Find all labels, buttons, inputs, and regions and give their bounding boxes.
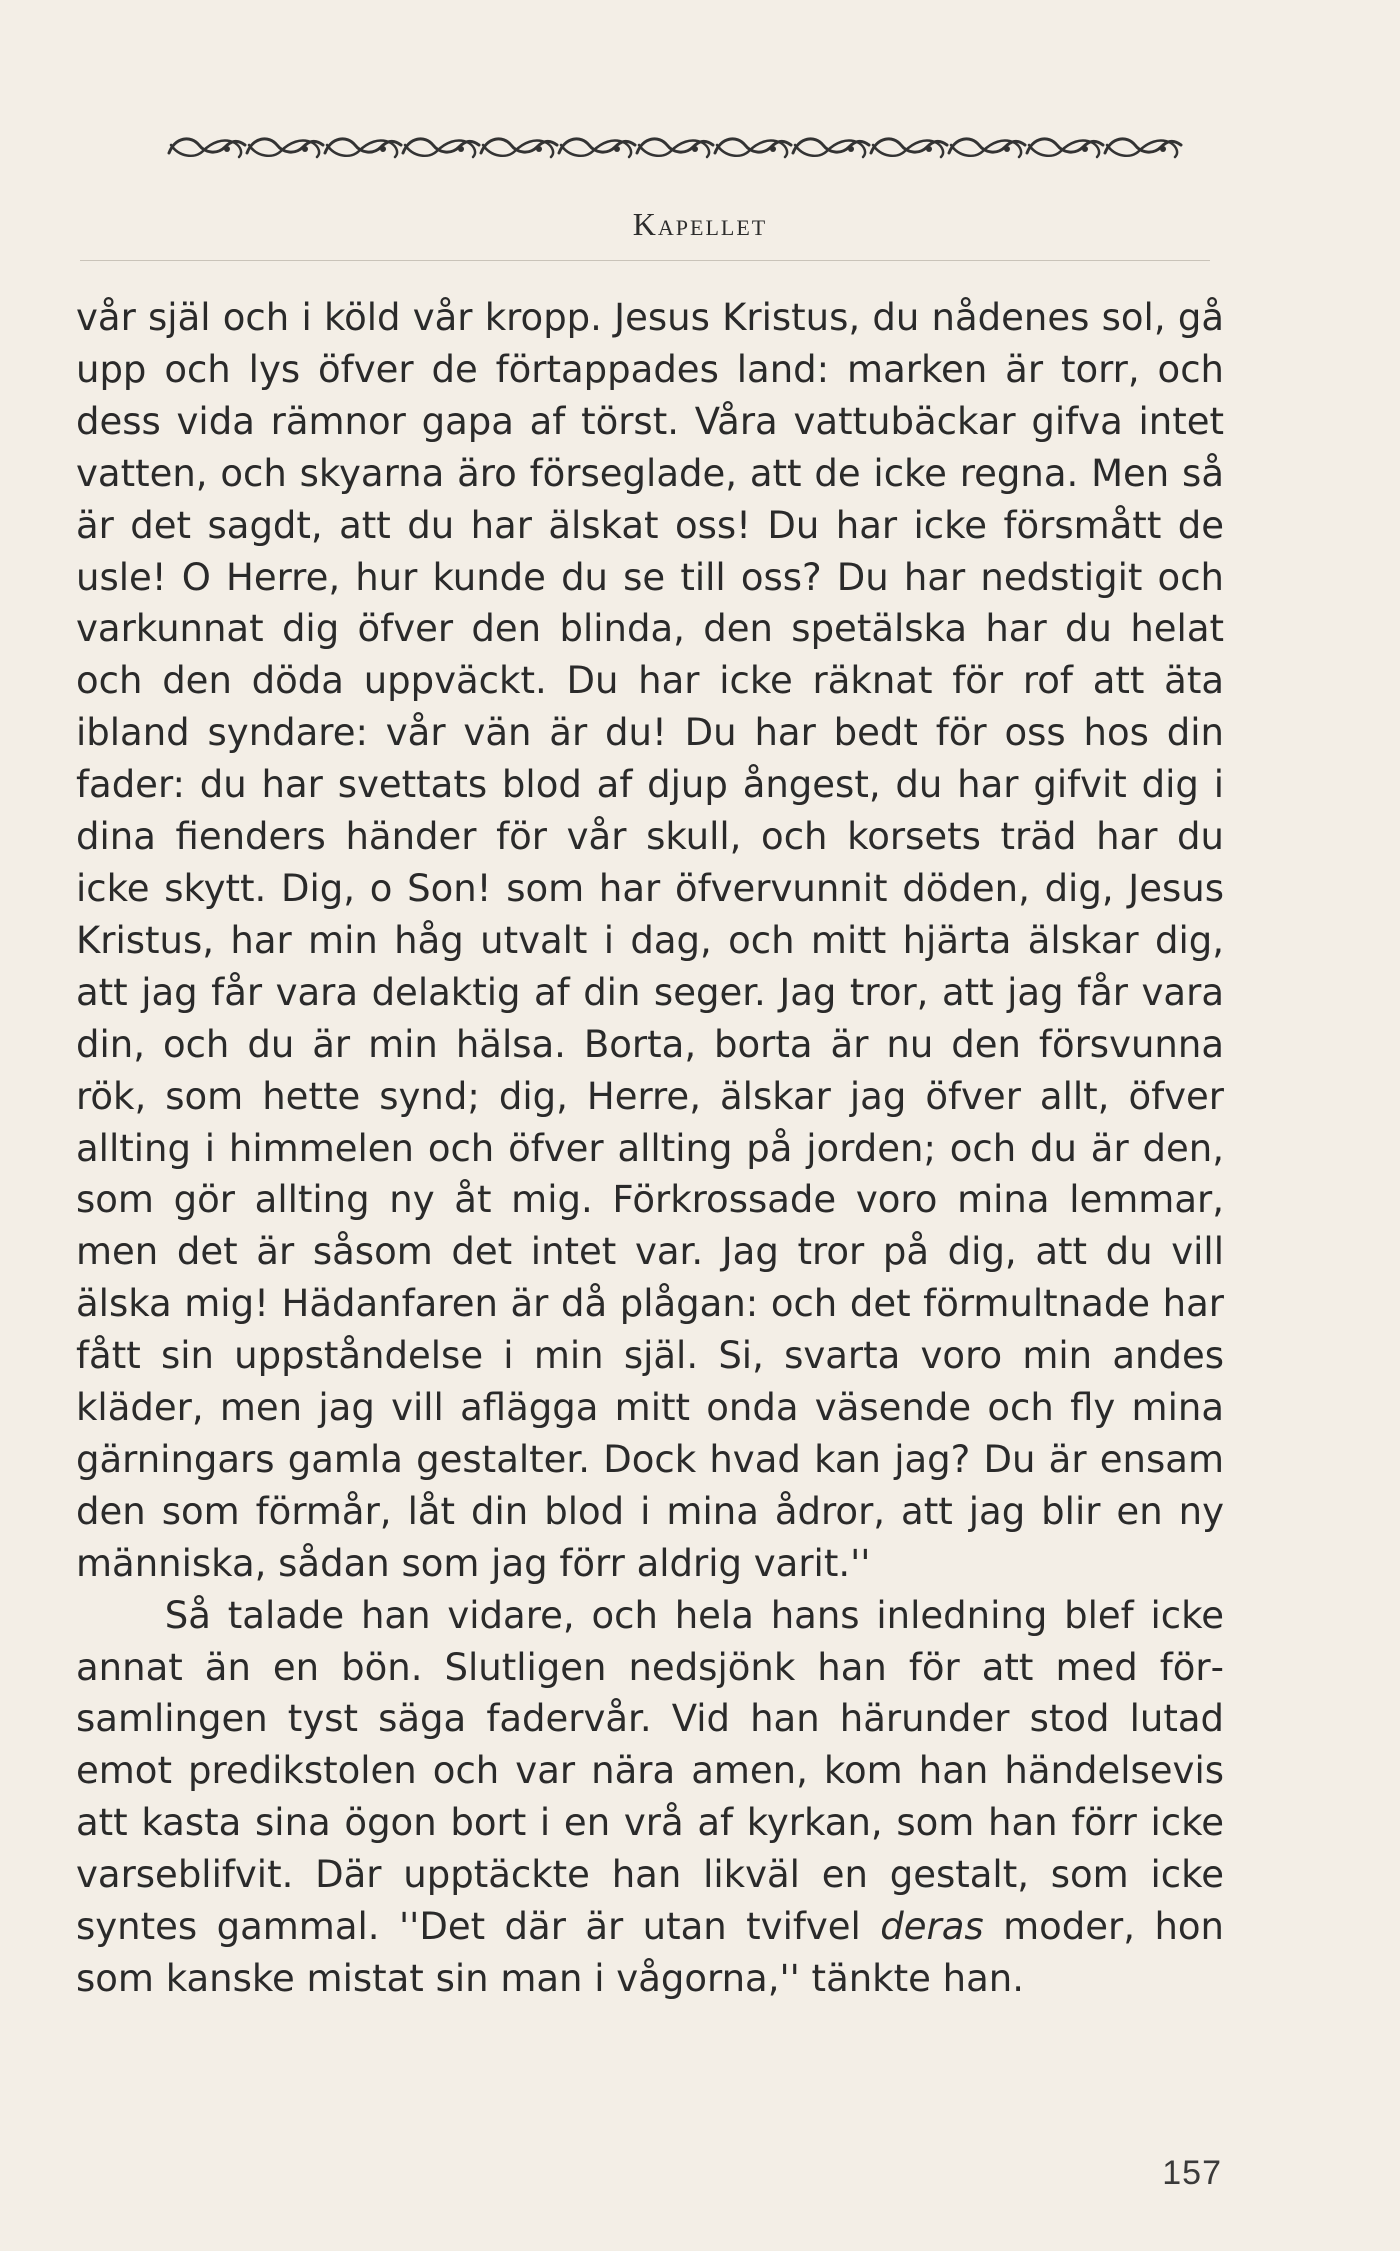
paragraph-text: Så talade han vidare, och hela hans inledning blef icke annat än en bön. Slutligen nedsjönk han för att med församlingen tyst säga fadervår. Vid han härunder stod lutad emot predikstolen och var nära amen, kom han händelsevis att kasta sina ögon bort i en vrå af kyrkan, som han förr icke varseblifvit. Där upptäckte han likväl en gestalt, som icke syntes gammal. ''Det där är utan tvifvel (76, 1593, 1224, 1949)
running-head: Kapellet (632, 206, 768, 242)
paragraph-continued: vår själ och i köld vår kropp. Jesus Kristus, du nådenes sol, gå upp och lys öfver de förtappades land: marken är torr, och dess vida rämnor gapa af törst. Våra vattubäckar gifva intet vatten, och skyarna äro förseglade, att de icke regna. Men så är det sagdt, att du har älskat oss! Du har icke försmått de usle! O Herre, hur kunde du se till oss? Du har nedstigit och varkunnat dig öfver den blinda, den spetälska har du helat och den döda uppväckt. Du har icke räknat för rof att äta ibland syndare: vår vän är du! Du har bedt för oss hos din fader: du har svettats blod af djup ångest, du har gifvit dig i dina fienders händer för vår skull, och korsets träd har du icke skytt. Dig, o Son! som har öfvervunnit döden, dig, Jesus Kristus, har min håg utvalt i dag, och mitt hjärta älskar dig, att jag får vara delaktig af din seger. Jag tror, att jag får vara din, och du är min hälsa. Borta, borta är nu den försvunna rök, som hette synd; dig, Herre, älskar jag öfver allt, öfver allting i himmelen och öfver allting på jorden; och du är den, som gör allting ny åt mig. Förkrossade voro mina lemmar, men det är såsom det intet var. Jag tror på dig, att du vill älska mig! Hädanfaren är då plågan: och det förmultnade har fått sin uppståndelse i min själ. Si, svarta voro min andes kläder, men jag vill aflägga mitt onda väsende och fly mina gärningars gamla gestalter. Dock hvad kan jag? Du är ensam den som förmår, låt din blod i mina ådror, att jag blir en ny människa, sådan som jag förr aldrig varit.'' (76, 296, 1224, 1585)
header-divider (80, 260, 1210, 261)
paragraph-text-end: moder, hon som kanske mistat sin man i vågorna,'' tänkte han. (76, 1905, 1224, 2000)
paragraph-new (76, 1590, 1224, 2005)
emphasized-word: deras (880, 1905, 984, 1949)
page-body (76, 292, 1224, 2005)
decorative-header-ornament (165, 123, 1225, 173)
page-number: 157 (1162, 2154, 1222, 2192)
